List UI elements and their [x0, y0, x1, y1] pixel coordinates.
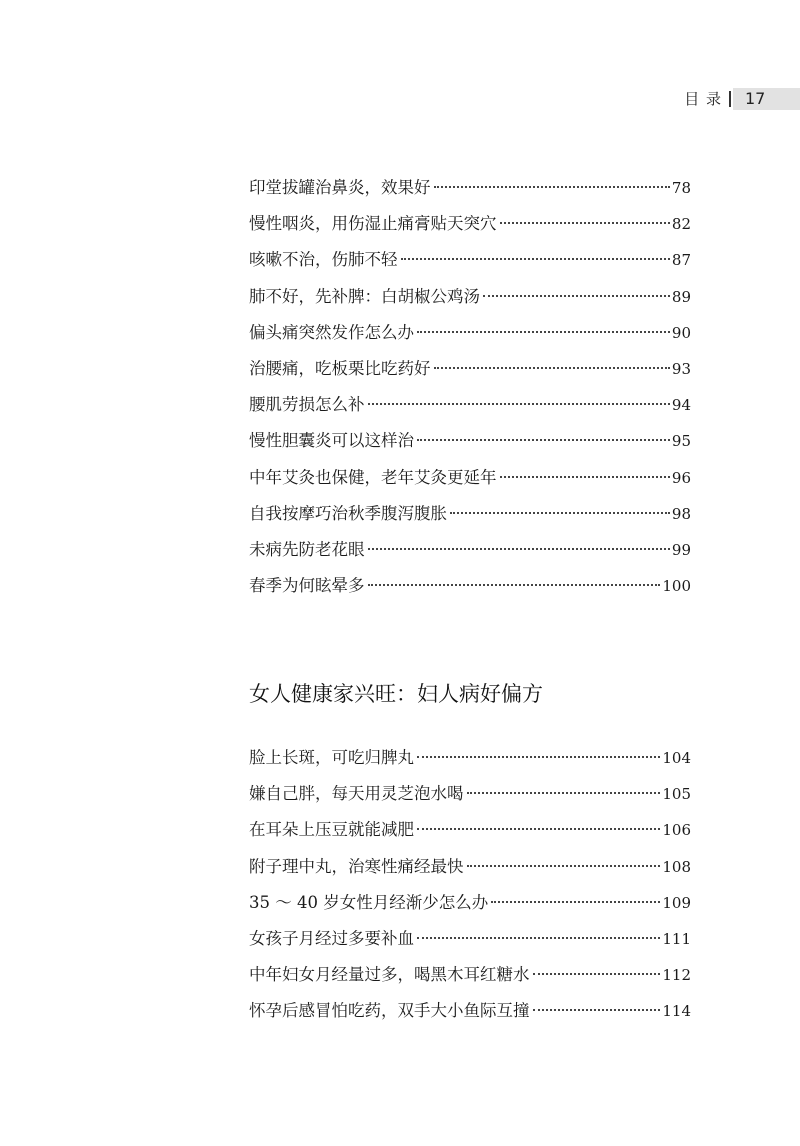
dot-leader: [368, 548, 670, 550]
dot-leader: [533, 973, 661, 975]
toc-entry-title: 附子理中丸，治寒性痛经最快: [249, 856, 464, 876]
toc-list-section-2: [249, 744, 691, 1034]
toc-entry-title: 未病先防老花眼: [249, 539, 365, 559]
toc-entry[interactable]: [249, 210, 691, 246]
toc-entry[interactable]: [249, 355, 691, 391]
dot-leader: [417, 828, 660, 830]
toc-entry-page: 87: [671, 251, 691, 270]
running-header: [0, 88, 800, 110]
toc-entry-page: 94: [671, 396, 691, 415]
toc-entry[interactable]: [249, 816, 691, 852]
toc-entry[interactable]: [249, 283, 691, 319]
section-heading: 女人健康家兴旺：妇人病好偏方: [249, 682, 543, 706]
toc-entry-page: 106: [662, 821, 691, 840]
toc-entry[interactable]: [249, 536, 691, 572]
toc-entry[interactable]: [249, 889, 691, 925]
toc-entry[interactable]: [249, 246, 691, 282]
toc-entry-title: 在耳朵上压豆就能减肥: [249, 820, 414, 840]
toc-entry-page: 114: [662, 1002, 691, 1021]
toc-entry[interactable]: [249, 391, 691, 427]
header-divider: [729, 91, 731, 107]
toc-entry-title: 女孩子月经过多要补血: [249, 928, 414, 948]
toc-entry-page: 78: [671, 179, 691, 197]
toc-entry[interactable]: [249, 464, 691, 500]
dot-leader: [491, 901, 660, 903]
dot-leader: [401, 258, 670, 260]
toc-entry[interactable]: [249, 500, 691, 536]
toc-entry-title: 自我按摩巧治秋季腹泻腹胀: [249, 503, 447, 523]
dot-leader: [500, 476, 670, 478]
toc-entry-title: 治腰痛，吃板栗比吃药好: [249, 358, 431, 378]
dot-leader: [467, 792, 661, 794]
toc-entry-title: 中年艾灸也保健，老年艾灸更延年: [249, 467, 497, 487]
toc-entry-page: 93: [671, 359, 691, 378]
toc-entry-title: 脸上长斑，可吃归脾丸: [249, 748, 414, 767]
toc-entry-page: 89: [671, 287, 691, 306]
toc-entry-title: 偏头痛突然发作怎么办: [249, 322, 414, 342]
dot-leader: [434, 186, 670, 188]
toc-entry-title: 咳嗽不治，伤肺不轻: [249, 250, 398, 270]
dot-leader: [467, 865, 661, 867]
toc-entry[interactable]: [249, 319, 691, 355]
toc-entry[interactable]: [249, 925, 691, 961]
toc-entry-page: 111: [662, 929, 691, 948]
toc-entry-page: 90: [671, 323, 691, 342]
page-number-tab: [733, 88, 800, 110]
toc-entry[interactable]: [249, 744, 691, 780]
dot-leader: [450, 512, 670, 514]
toc-entry-title: 慢性胆囊炎可以这样治: [249, 431, 414, 451]
dot-leader: [417, 937, 660, 939]
toc-entry-page: 104: [662, 749, 691, 767]
toc-entry-page: 105: [662, 785, 691, 804]
toc-entry-title: 嫌自己胖，每天用灵芝泡水喝: [249, 784, 464, 804]
dot-leader: [533, 1009, 661, 1011]
toc-entry[interactable]: [249, 572, 691, 608]
toc-entry-title: 腰肌劳损怎么补: [249, 395, 365, 415]
header-label: 目 录: [684, 90, 722, 108]
toc-entry-page: 108: [662, 857, 691, 876]
toc-entry-title: 春季为何眩晕多: [249, 576, 365, 596]
toc-entry-page: 98: [671, 504, 691, 523]
toc-entry-title: 中年妇女月经量过多，喝黑木耳红糖水: [249, 965, 530, 985]
toc-entry-page: 100: [662, 577, 691, 596]
toc-list-section-1: [249, 174, 691, 608]
toc-entry-page: 109: [662, 893, 691, 912]
toc-entry-page: 96: [671, 468, 691, 487]
page-number: 17: [745, 89, 766, 108]
toc-entry-title: 慢性咽炎，用伤湿止痛膏贴天突穴: [249, 214, 497, 234]
dot-leader: [368, 403, 670, 405]
toc-entry[interactable]: [249, 961, 691, 997]
toc-entry[interactable]: [249, 780, 691, 816]
dot-leader: [434, 367, 670, 369]
toc-entry-title: 印堂拔罐治鼻炎，效果好: [249, 178, 431, 197]
dot-leader: [483, 295, 670, 297]
dot-leader: [417, 331, 670, 333]
toc-entry-title: 35 ～ 40 岁女性月经渐少怎么办: [249, 892, 489, 912]
dot-leader: [417, 756, 660, 758]
toc-entry-page: 99: [671, 540, 691, 559]
dot-leader: [417, 439, 670, 441]
toc-entry[interactable]: [249, 174, 691, 210]
toc-entry-page: 112: [662, 966, 691, 985]
toc-entry[interactable]: [249, 853, 691, 889]
toc-entry-page: 82: [671, 215, 691, 234]
toc-entry-page: 95: [671, 432, 691, 451]
toc-entry[interactable]: [249, 997, 691, 1033]
toc-entry-title: 怀孕后感冒怕吃药，双手大小鱼际互撞: [249, 1001, 530, 1021]
dot-leader: [368, 584, 661, 586]
toc-entry-title: 肺不好，先补脾：白胡椒公鸡汤: [249, 286, 480, 306]
toc-entry[interactable]: [249, 427, 691, 463]
dot-leader: [500, 222, 670, 224]
